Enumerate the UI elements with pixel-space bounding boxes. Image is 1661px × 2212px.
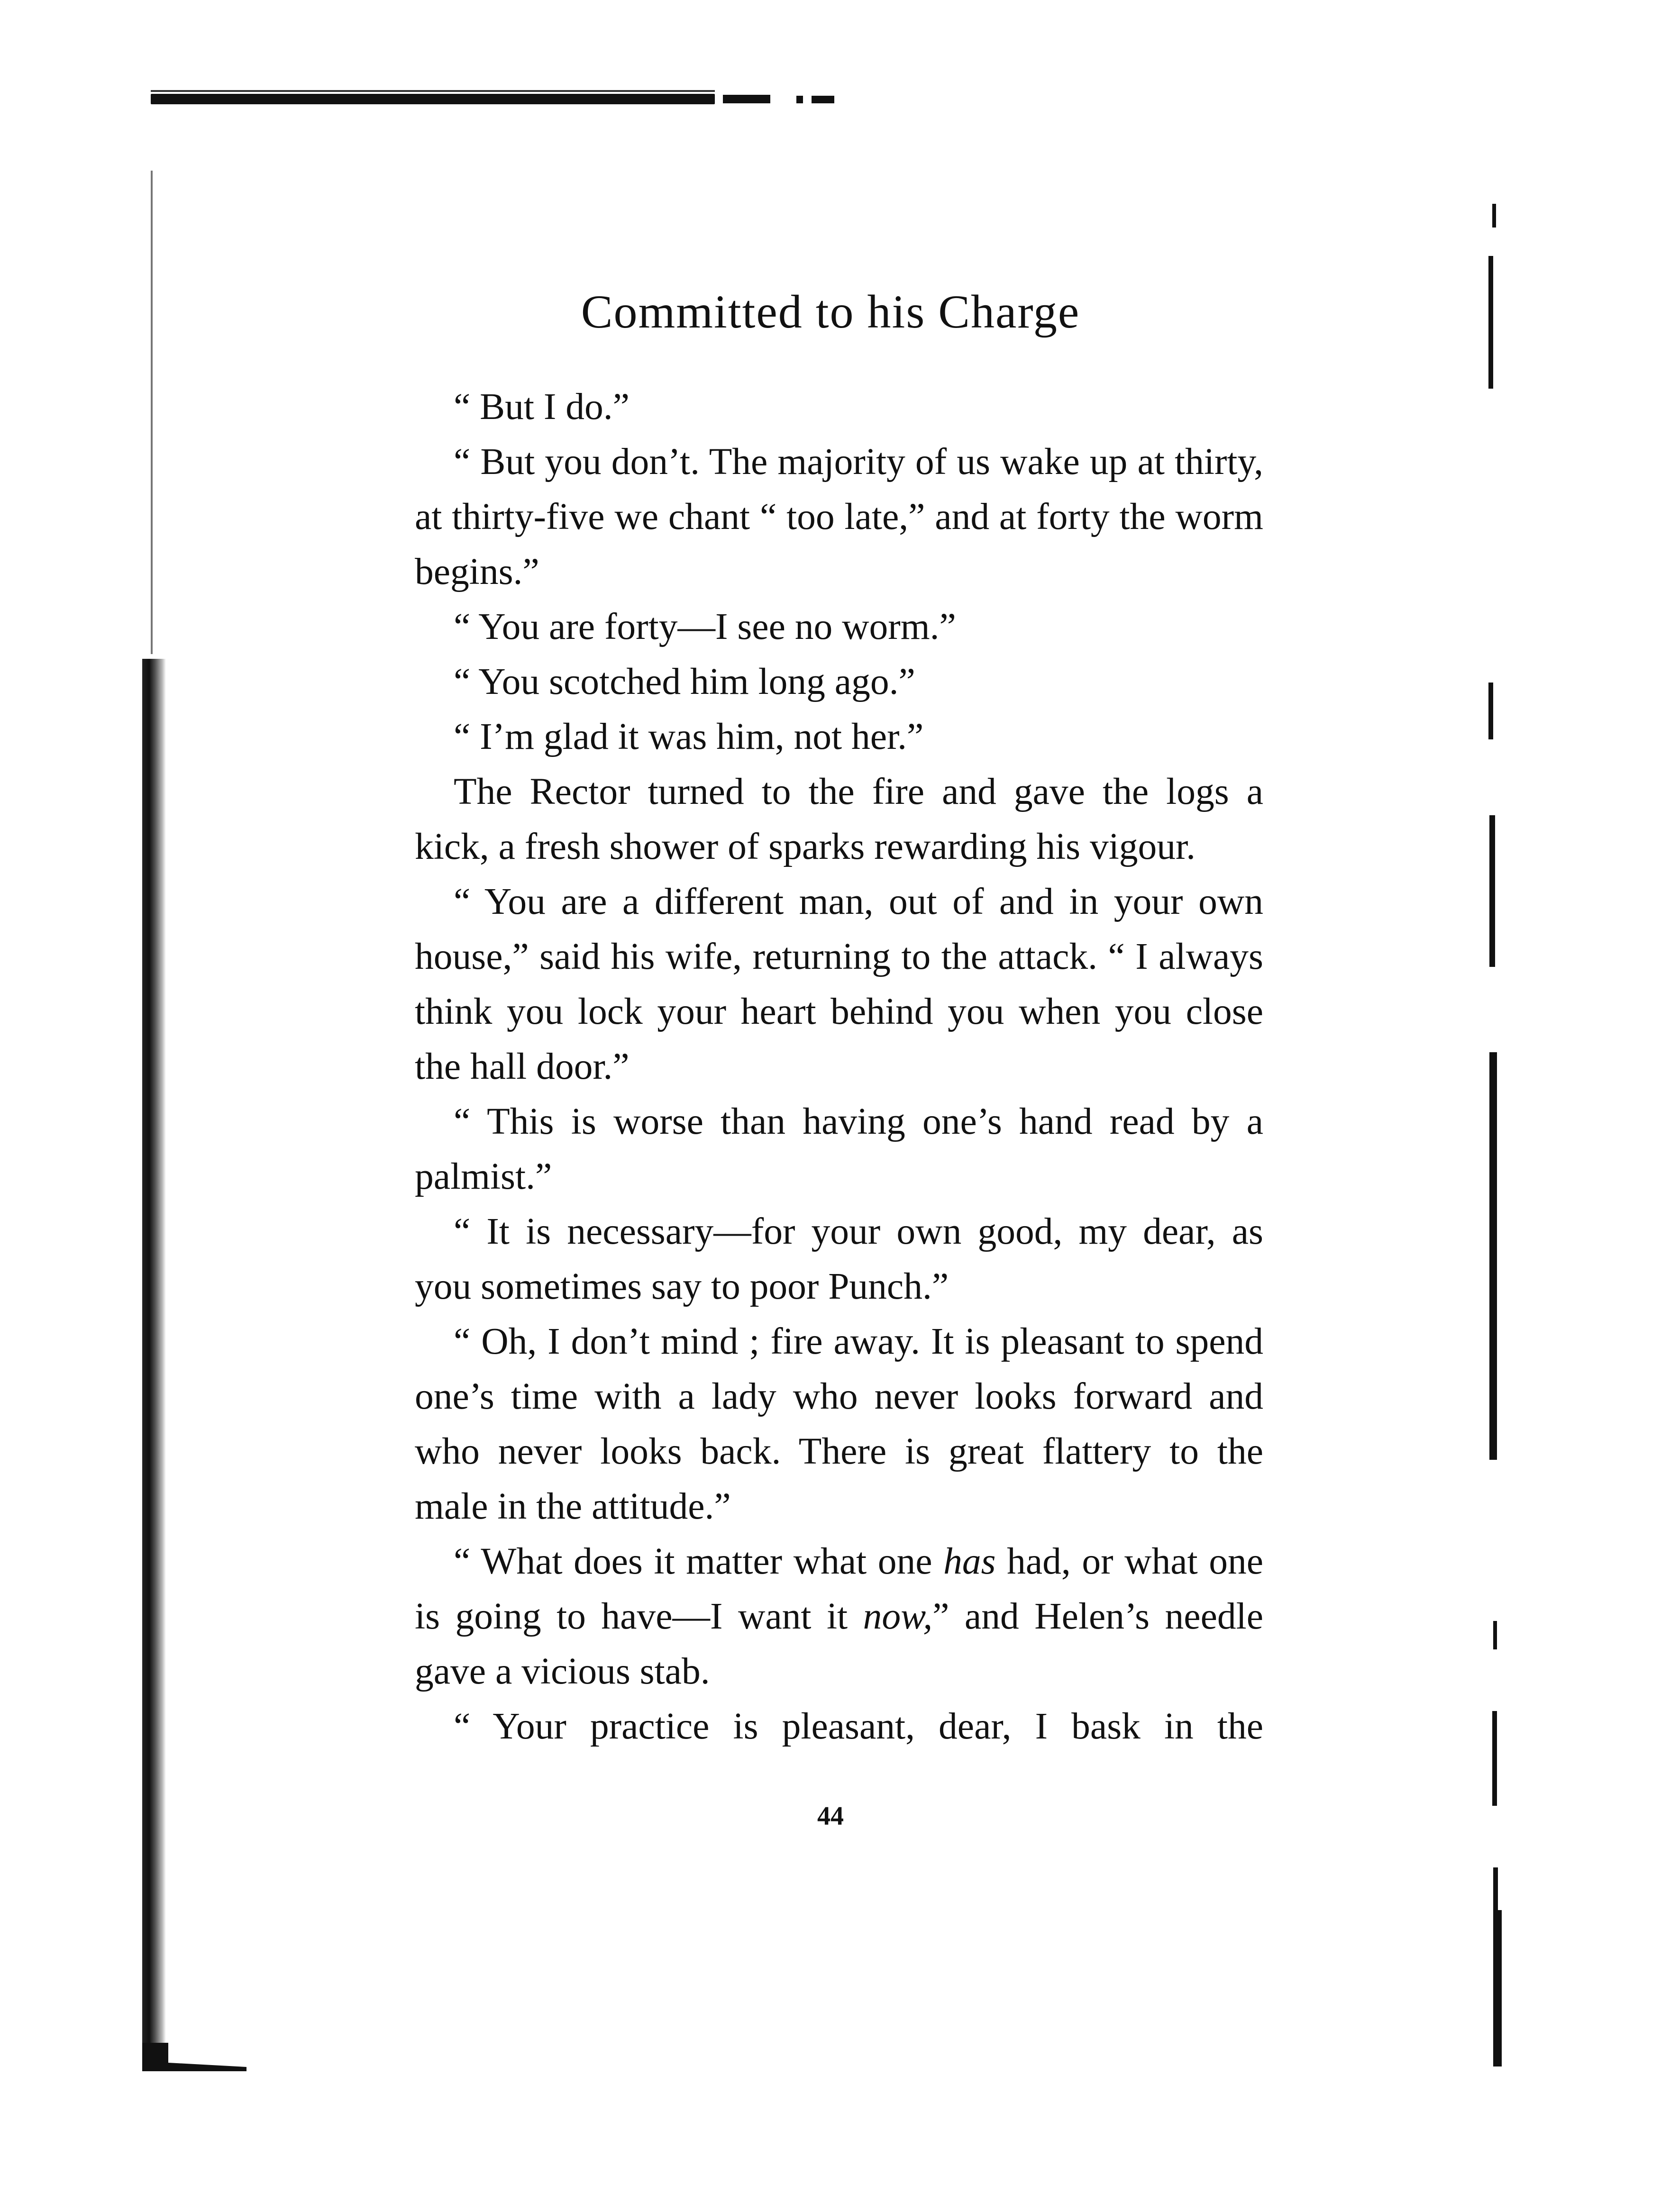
scan-border-top-thin: [151, 90, 715, 92]
scan-mark-right: [1488, 683, 1493, 739]
scan-border-top: [151, 94, 715, 104]
scan-mark-right: [1493, 1621, 1497, 1649]
scan-border-top-segment: [723, 95, 770, 103]
body-text: [415, 379, 1263, 1754]
paragraph: The Rector turned to the fire and gave the logs a kick, a fresh shower of sparks rewarding his vigour.: [415, 771, 1263, 867]
scan-mark-right: [1493, 1867, 1498, 1910]
scan-mark-right: [1489, 815, 1495, 967]
paragraph: “ It is necessary—for your own good, my dear, as you sometimes say to poor Punch.”: [415, 1211, 1263, 1307]
paragraph: “ Oh, I don’t mind ; fire away. It is pleasant to spend one’s time with a lady who never looks forward and who never looks back. There is great flattery to the male in the attitude.”: [415, 1320, 1263, 1527]
text-run: ” and Helen’s needle gave a vicious stab.: [415, 1595, 1263, 1692]
paragraph: “ This is worse than having one’s hand read by a palmist.”: [415, 1101, 1263, 1197]
emphasis-has: has: [943, 1540, 996, 1582]
page-number: 44: [817, 1802, 844, 1831]
scan-mark-right: [1489, 1052, 1497, 1460]
paragraph: “ But I do.”: [454, 386, 630, 428]
running-head: Committed to his Charge: [581, 285, 1080, 338]
paragraph: “ But you don’t. The majority of us wake up at thirty, at thirty-five we chant “ too late,” and at forty the worm begins.”: [415, 441, 1263, 592]
text-run: had, or what one is going to have—I want it: [415, 1540, 1263, 1637]
scan-mark-right: [1493, 1910, 1502, 2066]
text-run: “ What does it matter what one: [454, 1540, 944, 1582]
paragraph: “ You are a different man, out of and in your own house,” said his wife, returning to the attack. “ I always think you lock your heart behind you when you close the hall door.”: [415, 881, 1263, 1087]
scan-mark-right: [1492, 204, 1496, 228]
paragraph: “ You are forty—I see no worm.”: [454, 606, 956, 647]
scan-border-left: [142, 659, 166, 2066]
emphasis-now: now,: [863, 1595, 933, 1637]
paragraph: “ I’m glad it was him, not her.”: [454, 716, 924, 757]
scan-mark-right: [1492, 1711, 1497, 1806]
scan-border-bottom-left: [142, 2043, 246, 2071]
scan-border-top-segment: [796, 96, 803, 103]
paragraph-with-emphasis: [415, 1534, 1263, 1699]
scan-border-top-segment: [812, 96, 834, 103]
paragraph-last-line: “ Your practice is pleasant, dear, I bask in the: [454, 1705, 1263, 1747]
scan-border-left-thin: [151, 171, 153, 654]
paragraph: “ You scotched him long ago.”: [454, 661, 915, 702]
